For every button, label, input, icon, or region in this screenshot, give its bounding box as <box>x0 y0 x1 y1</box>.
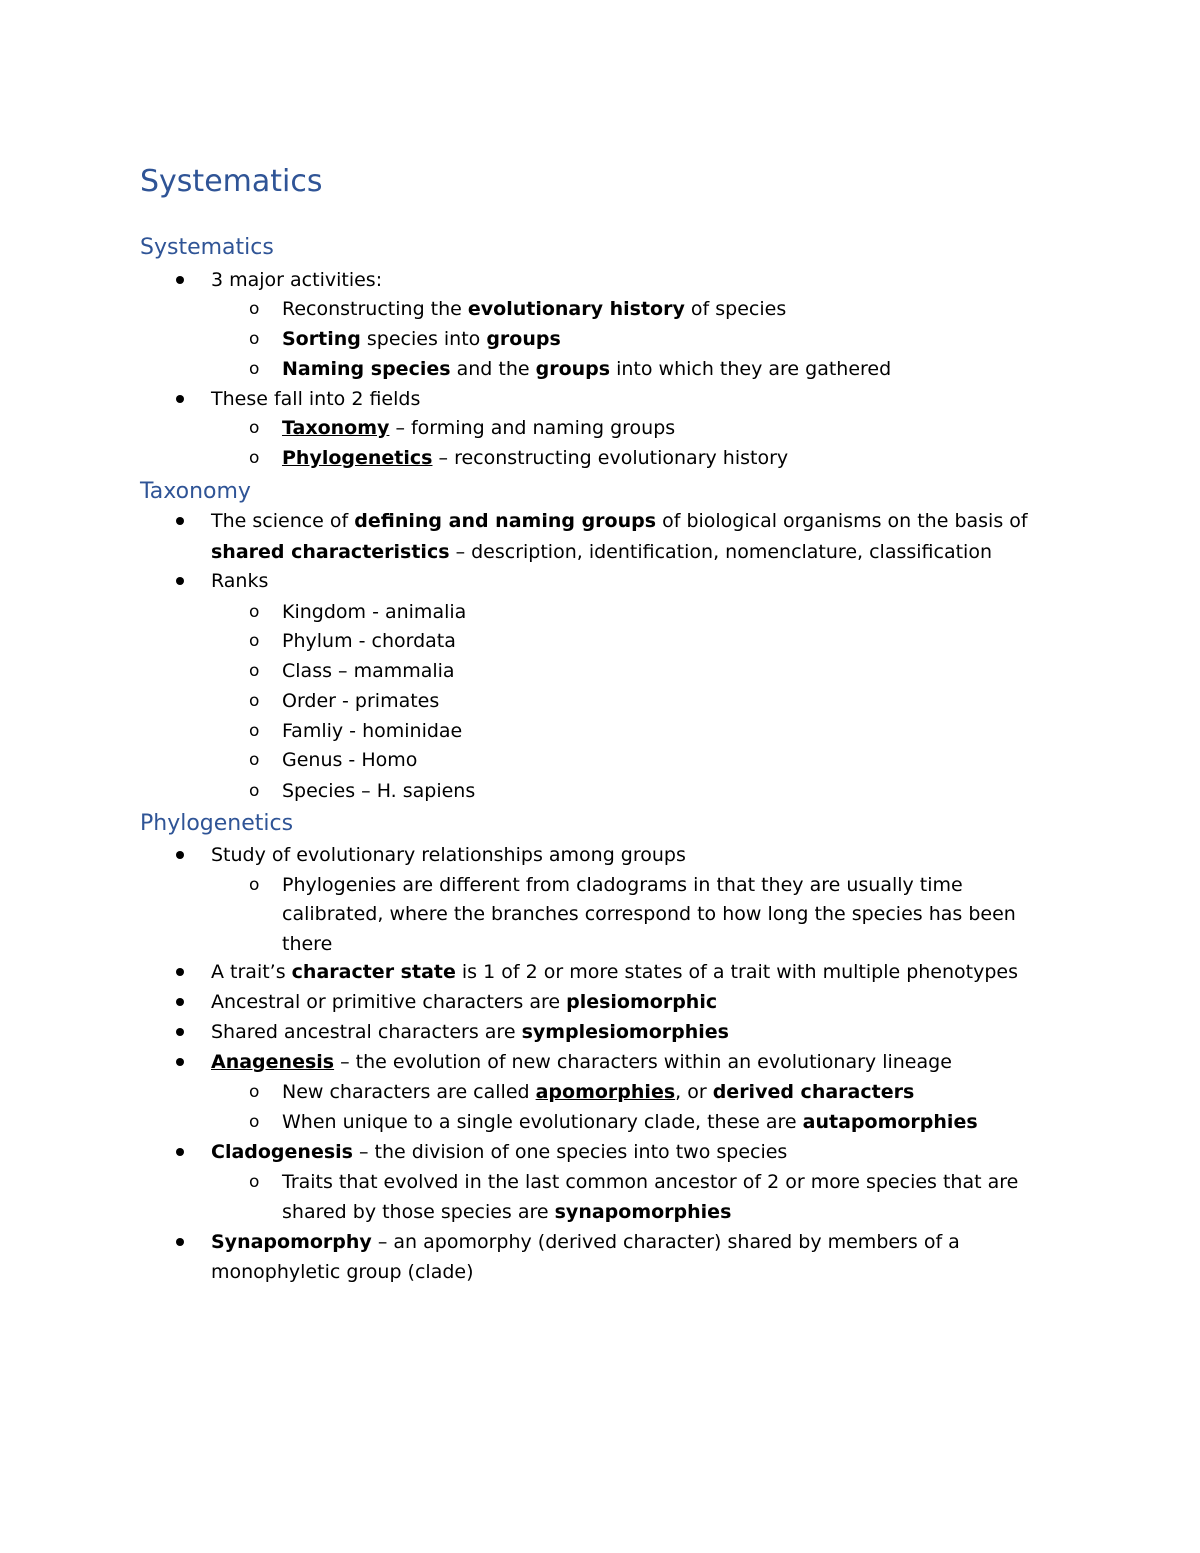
list-item: o Species – H. sapiens <box>0 776 1200 806</box>
bullet-dot <box>176 1058 184 1066</box>
bullet-dot <box>176 395 184 403</box>
list-item: o Class – mammalia <box>0 656 1200 686</box>
list-item-continuation: shared characteristics – description, identification, nomenclature, classification <box>211 541 992 563</box>
list-item: o New characters are called apomorphies, or derived characters <box>0 1077 1200 1107</box>
bullet-circle: o <box>249 875 260 895</box>
list-item: o When unique to a single evolutionary clade, these are autapomorphies <box>0 1107 1200 1137</box>
bullet-dot <box>176 276 184 284</box>
list-item: The science of defining and naming groups of biological organisms on the basis of <box>0 506 1200 536</box>
section-heading-phylogenetics: Phylogenetics <box>140 811 294 836</box>
list-item: These fall into 2 fields <box>0 384 1200 414</box>
list-item: o Phylogenies are different from cladograms in that they are usually time <box>0 870 1200 900</box>
document-title: Systematics <box>140 164 323 199</box>
list-item: o Kingdom - animalia <box>0 597 1200 627</box>
list-item: o Famliy - hominidae <box>0 716 1200 746</box>
list-item: Shared ancestral characters are symplesiomorphies <box>0 1017 1200 1047</box>
bullet-circle: o <box>249 1082 260 1102</box>
bullet-circle: o <box>249 1172 260 1192</box>
list-item: o Order - primates <box>0 686 1200 716</box>
list-item: o Naming species and the groups into which they are gathered <box>0 354 1200 384</box>
bullet-dot <box>176 517 184 525</box>
bullet-circle: o <box>249 661 260 681</box>
list-item-continuation: calibrated, where the branches correspond to how long the species has been <box>282 903 1016 925</box>
section-heading-systematics: Systematics <box>140 235 274 260</box>
bullet-dot <box>176 577 184 585</box>
list-item-continuation: monophyletic group (clade) <box>211 1261 474 1283</box>
bullet-circle: o <box>249 359 260 379</box>
bullet-dot <box>176 851 184 859</box>
bullet-circle: o <box>249 750 260 770</box>
bullet-circle: o <box>249 329 260 349</box>
bullet-circle: o <box>249 299 260 319</box>
list-item: Ranks <box>0 566 1200 596</box>
bullet-dot <box>176 1028 184 1036</box>
bullet-circle: o <box>249 1112 260 1132</box>
list-item-continuation: there <box>282 933 333 955</box>
bullet-dot <box>176 1148 184 1156</box>
list-item-continuation: shared by those species are synapomorphies <box>282 1201 732 1223</box>
list-item: o Phylum - chordata <box>0 626 1200 656</box>
bullet-circle: o <box>249 418 260 438</box>
list-item: Synapomorphy – an apomorphy (derived character) shared by members of a <box>0 1227 1200 1257</box>
list-item: A trait’s character state is 1 of 2 or more states of a trait with multiple phenotypes <box>0 957 1200 987</box>
bullet-circle: o <box>249 602 260 622</box>
list-item: o Phylogenetics – reconstructing evolutionary history <box>0 443 1200 473</box>
list-item: o Traits that evolved in the last common ancestor of 2 or more species that are <box>0 1167 1200 1197</box>
list-item: Cladogenesis – the division of one species into two species <box>0 1137 1200 1167</box>
list-item: Ancestral or primitive characters are plesiomorphic <box>0 987 1200 1017</box>
bullet-circle: o <box>249 781 260 801</box>
bullet-circle: o <box>249 691 260 711</box>
list-item: o Taxonomy – forming and naming groups <box>0 413 1200 443</box>
list-item: 3 major activities: <box>0 265 1200 295</box>
bullet-circle: o <box>249 631 260 651</box>
list-item: o Genus - Homo <box>0 745 1200 775</box>
list-item: o Reconstructing the evolutionary history of species <box>0 294 1200 324</box>
bullet-circle: o <box>249 448 260 468</box>
section-heading-taxonomy: Taxonomy <box>140 479 251 504</box>
list-item: Anagenesis – the evolution of new characters within an evolutionary lineage <box>0 1047 1200 1077</box>
list-item: Study of evolutionary relationships among groups <box>0 840 1200 870</box>
bullet-circle: o <box>249 721 260 741</box>
bullet-dot <box>176 998 184 1006</box>
bullet-dot <box>176 968 184 976</box>
list-item: o Sorting species into groups <box>0 324 1200 354</box>
bullet-dot <box>176 1238 184 1246</box>
